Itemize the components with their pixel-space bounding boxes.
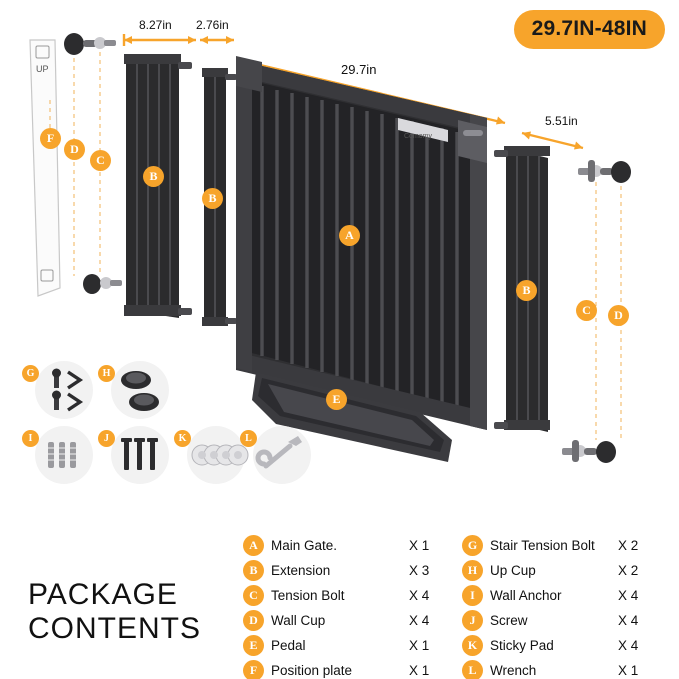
legend-name-j: Screw: [490, 613, 528, 628]
callout-g: G: [22, 365, 39, 382]
part-extension-1: [124, 54, 192, 318]
legend-name-i: Wall Anchor: [490, 588, 562, 603]
callout-d-left: D: [64, 139, 85, 160]
svg-text:UP: UP: [36, 64, 49, 74]
size-range-badge: 29.7IN-48IN: [514, 10, 665, 49]
legend-name-c: Tension Bolt: [271, 588, 345, 603]
part-position-plate: [30, 40, 60, 296]
legend-bubble-h: H: [462, 560, 483, 581]
legend-bubble-l: L: [462, 660, 483, 679]
callout-k: K: [174, 430, 191, 447]
page-title-line2: CONTENTS: [28, 612, 201, 645]
parts-thumbnails: [18, 360, 318, 490]
callout-e: E: [326, 389, 347, 410]
legend-qty-g: X 2: [618, 538, 639, 553]
legend-row-k: [462, 633, 658, 658]
thumb-wall-anchor: [48, 442, 76, 468]
legend-row-e: [243, 633, 449, 658]
callout-j: J: [98, 430, 115, 447]
legend-qty-f: X 1: [409, 663, 430, 678]
legend-row-b: [243, 558, 449, 583]
legend-qty-b: X 3: [409, 563, 430, 578]
legend-name-a: Main Gate.: [271, 538, 338, 553]
legend-column-1: [243, 533, 449, 679]
legend-name-g: Stair Tension Bolt: [490, 538, 595, 553]
thumb-sticky-pad: [192, 445, 248, 465]
callout-i: I: [22, 430, 39, 447]
legend-qty-h: X 2: [618, 563, 639, 578]
legend-row-f: [243, 658, 449, 679]
dim-2-76in: 2.76in: [196, 18, 229, 32]
callout-b-1: B: [143, 166, 164, 187]
dim-8-27in: 8.27in: [139, 18, 172, 32]
svg-text:Comomy: Comomy: [404, 133, 433, 140]
legend-bubble-k: K: [462, 635, 483, 656]
legend-bubble-j: J: [462, 610, 483, 631]
legend-name-l: Wrench: [490, 663, 537, 678]
legend-bubble-f: F: [243, 660, 264, 679]
legend-bubble-a: A: [243, 535, 264, 556]
legend-qty-i: X 4: [618, 588, 639, 603]
callout-b-2: B: [202, 188, 223, 209]
legend-qty-e: X 1: [409, 638, 430, 653]
legend-qty-c: X 4: [409, 588, 430, 603]
legend-row-c: [243, 583, 449, 608]
legend-name-k: Sticky Pad: [490, 638, 554, 653]
callout-c-left: C: [90, 150, 111, 171]
legend-bubble-d: D: [243, 610, 264, 631]
legend-row-a: [243, 533, 449, 558]
callout-f: F: [40, 128, 61, 149]
legend-row-j: [462, 608, 658, 633]
callout-d-right: D: [608, 305, 629, 326]
legend-bubble-i: I: [462, 585, 483, 606]
hardware-tension-bolt-topleft: [64, 33, 116, 55]
hardware-tension-bolt-bottomright: [562, 440, 616, 463]
legend-row-l: [462, 658, 658, 679]
callout-l: L: [240, 430, 257, 447]
legend-row-g: [462, 533, 658, 558]
legend-bubble-g: G: [462, 535, 483, 556]
legend-column-2: [462, 533, 658, 679]
legend-bubble-b: B: [243, 560, 264, 581]
legend-row-i: [462, 583, 658, 608]
hardware-tension-bolt-bottomleft: [83, 274, 122, 294]
legend-row-d: [243, 608, 449, 633]
page-title-line1: PACKAGE: [28, 578, 178, 611]
callout-h: H: [98, 365, 115, 382]
legend-name-f: Position plate: [271, 663, 353, 678]
legend-qty-k: X 4: [618, 638, 639, 653]
legend-name-h: Up Cup: [490, 563, 536, 578]
legend-row-h: [462, 558, 658, 583]
legend-qty-d: X 4: [409, 613, 430, 628]
page-title: [28, 578, 201, 646]
hardware-tension-bolt-topright: [578, 160, 631, 183]
thumb-screw: [121, 438, 158, 470]
dim-29-7in: 29.7in: [341, 62, 377, 77]
legend-bubble-e: E: [243, 635, 264, 656]
dim-5-51in: 5.51in: [545, 114, 578, 128]
legend-name-d: Wall Cup: [271, 613, 326, 628]
callout-c-right: C: [576, 300, 597, 321]
legend-qty-j: X 4: [618, 613, 639, 628]
callout-a: A: [339, 225, 360, 246]
legend-bubble-c: C: [243, 585, 264, 606]
legend-name-e: Pedal: [271, 638, 306, 653]
legend-qty-a: X 1: [409, 538, 430, 553]
legend-name-b: Extension: [271, 563, 331, 578]
callout-b-3: B: [516, 280, 537, 301]
legend-qty-l: X 1: [618, 663, 639, 678]
